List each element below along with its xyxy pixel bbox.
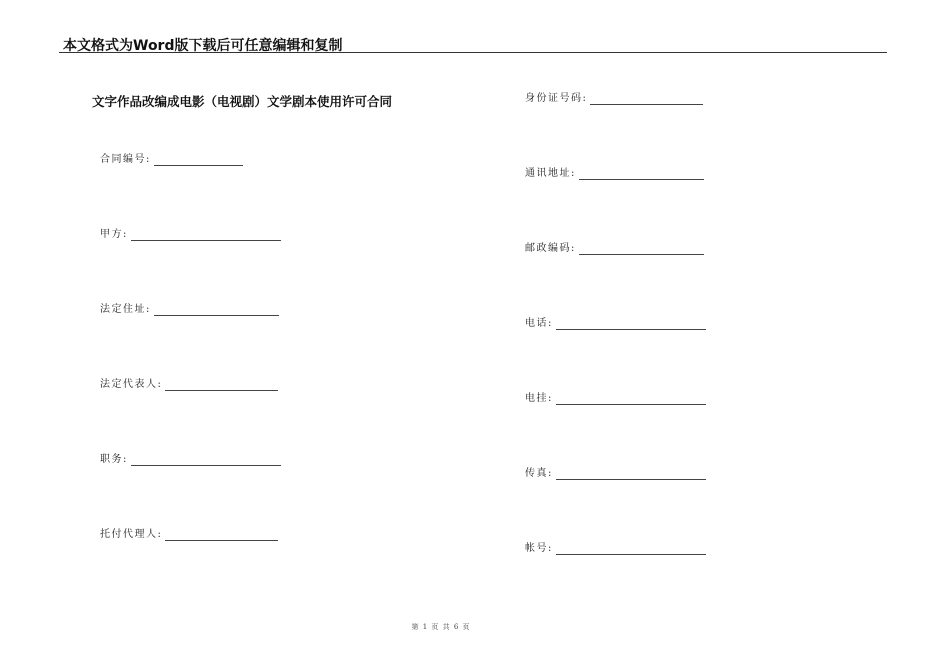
field-label: 电挂: xyxy=(525,393,553,404)
document-title: 文字作品改编成电影（电视剧）文学剧本使用许可合同 xyxy=(92,94,393,109)
field-label: 职务: xyxy=(100,454,128,465)
field-legal-representative xyxy=(100,379,278,391)
field-mailing-address xyxy=(525,168,704,180)
blank-line xyxy=(556,469,706,480)
blank-line xyxy=(154,305,279,316)
field-contract-number xyxy=(100,154,243,166)
blank-line xyxy=(154,155,243,166)
header-rule xyxy=(59,52,887,53)
field-account-number xyxy=(525,543,706,555)
field-label: 传真: xyxy=(525,468,553,479)
field-label: 身份证号码: xyxy=(525,93,588,104)
field-id-number xyxy=(525,93,703,105)
blank-line xyxy=(131,230,281,241)
field-label: 托付代理人: xyxy=(100,529,163,540)
page-header-title: 本文格式为Word版下载后可任意编辑和复制 xyxy=(63,38,343,54)
blank-line xyxy=(556,394,706,405)
blank-line xyxy=(579,169,704,180)
field-label: 邮政编码: xyxy=(525,243,576,254)
field-party-a xyxy=(100,229,281,241)
field-position xyxy=(100,454,281,466)
blank-line xyxy=(131,455,281,466)
blank-line xyxy=(165,530,278,541)
field-label: 法定住址: xyxy=(100,304,151,315)
field-label: 帐号: xyxy=(525,543,553,554)
field-telegraph xyxy=(525,393,706,405)
field-label: 法定代表人: xyxy=(100,379,163,390)
page-number-footer: 第 1 页 共 6 页 xyxy=(411,623,471,631)
field-fax xyxy=(525,468,706,480)
field-phone xyxy=(525,318,706,330)
field-label: 甲方: xyxy=(100,229,128,240)
field-legal-address xyxy=(100,304,279,316)
blank-line xyxy=(165,380,278,391)
blank-line xyxy=(556,544,706,555)
blank-line xyxy=(590,94,703,105)
blank-line xyxy=(556,319,706,330)
blank-line xyxy=(579,244,704,255)
field-label: 合同编号: xyxy=(100,154,151,165)
field-authorized-agent xyxy=(100,529,278,541)
field-label: 通讯地址: xyxy=(525,168,576,179)
field-label: 电话: xyxy=(525,318,553,329)
field-postal-code xyxy=(525,243,704,255)
